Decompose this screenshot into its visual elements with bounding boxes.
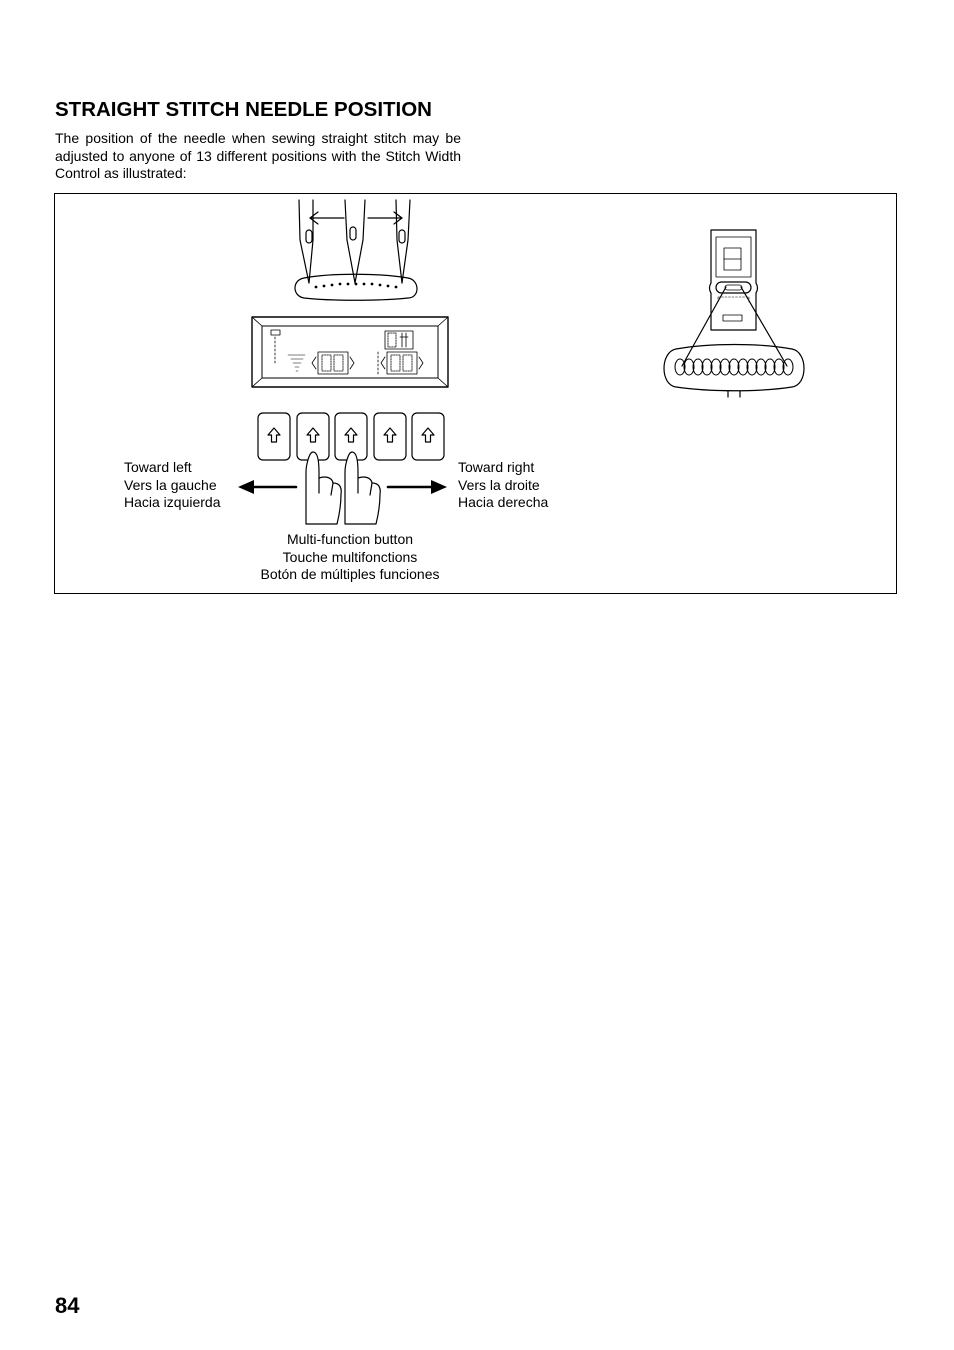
multi-function-es: Botón de múltiples funciones [260,566,440,582]
finger-left-icon [306,452,341,524]
page-title: STRAIGHT STITCH NEEDLE POSITION [55,98,432,121]
multi-function-button[interactable] [374,413,406,460]
up-arrow-icon [307,428,319,442]
multi-function-en: Multi-function button [286,531,414,547]
needle-diagram [295,200,417,300]
needle-right-arrow-icon [368,212,402,224]
toward-left-es: Hacia izquierda [124,494,221,510]
finger-right-icon [345,452,380,524]
toward-right-fr: Vers la droite [458,476,540,493]
toward-right-en: Toward right [458,459,535,475]
needle-left-arrow-icon [310,212,344,224]
multi-function-fr: Touche multifonctions [282,548,418,565]
toward-left-fr: Vers la gauche [124,476,217,493]
up-arrow-icon [384,428,396,442]
lcd-display-panel [252,317,448,387]
presser-foot-diagram [664,230,804,397]
multi-function-button[interactable] [258,413,290,460]
toward-left-label [124,459,221,512]
multi-function-button[interactable] [412,413,444,460]
toward-right-arrow-icon [388,480,447,494]
intro-paragraph: The position of the needle when sewing straight stitch may be adjusted to anyone of 13 different positions with the Stitch Width Control as illustrated: [55,130,461,181]
up-arrow-icon [345,428,357,442]
up-arrow-icon [268,428,280,442]
page-number: 84 [55,1293,80,1318]
toward-right-es: Hacia derecha [458,494,549,510]
toward-right-label [458,459,548,512]
up-arrow-icon [422,428,434,442]
multi-function-button-label [230,531,470,584]
toward-left-arrow-icon [238,480,296,494]
toward-left-en: Toward left [124,459,192,475]
